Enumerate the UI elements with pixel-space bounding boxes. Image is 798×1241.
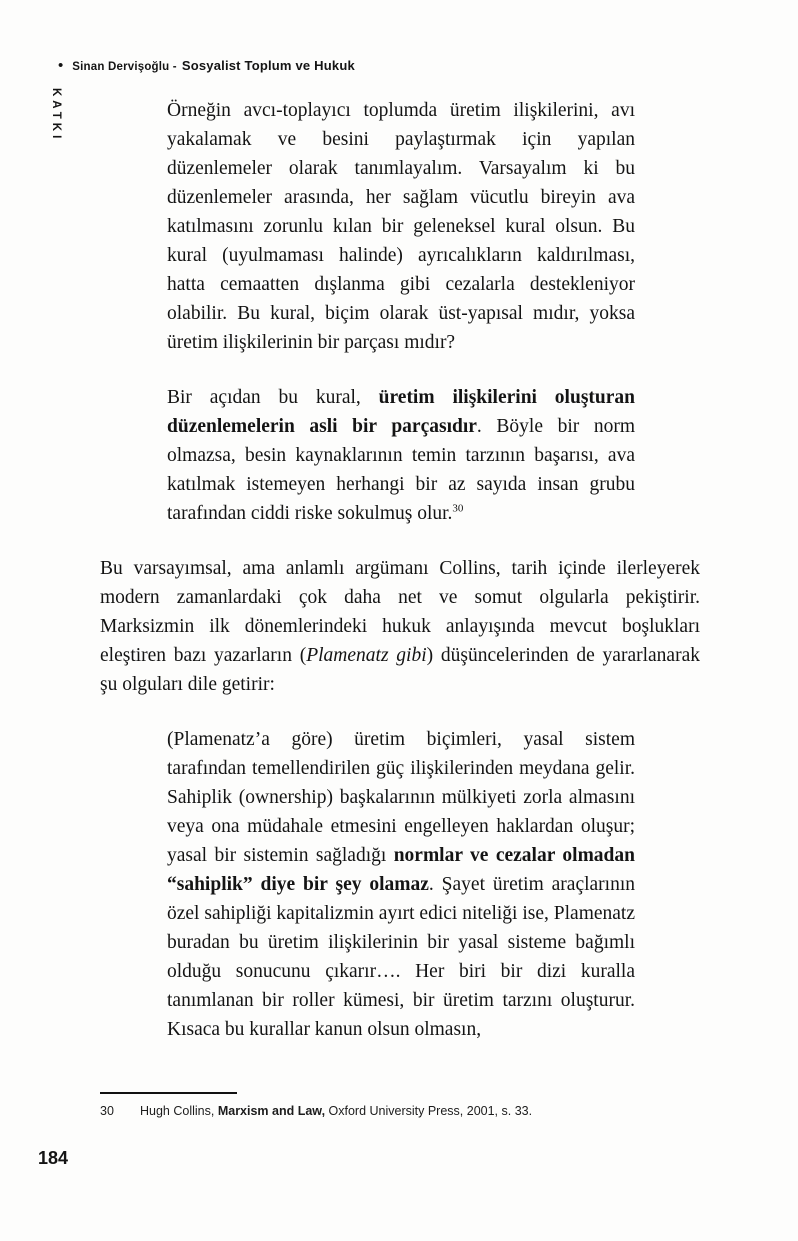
blockquote-2-seg: . Böyle bir norm olmazsa, besin kaynaklarının temin tarzının başarısı, ava katılmak istemeyen herhangi bir az sayıda insan grubu tarafından ciddi riske sokulmuş olur. [167,416,635,524]
footnote-text-seg: Hugh Collins, [140,1104,218,1118]
body-paragraph-1 [100,554,700,699]
footnote-area [100,1092,700,1120]
body-paragraph-1-italic-seg: Plamenatz gibi [306,645,427,666]
blockquote-2 [167,383,635,528]
blockquote-3-bold-seg: normlar ve cezalar olmadan “sahiplik” diye bir şey olamaz [167,845,636,895]
blockquote-2-seg: Bir açıdan bu kural, [167,387,379,408]
footnote-text-seg: Oxford University Press, 2001, s. 33. [325,1104,533,1118]
blockquote-1 [167,96,635,357]
footnote-number: 30 [100,1104,114,1118]
blockquote-3-seg: . Şayet üretim araçlarının özel sahipliği kapitalizmin ayırt edici niteliği ise, Plamenatz buradan bu üretim ilişkilerinin bir yasal sisteme bağımlı olduğu sonucunu çıkarır…. Her biri bir dizi kuralla tanımlanan bir roller kümesi, bir üretim tarzını oluşturur. Kısaca bu kurallar kanun olsun olmasın, [167,874,636,1040]
header-bullet-icon: • [58,57,64,74]
blockquote-1-text: Örneğin avcı-toplayıcı toplumda üretim ilişkilerini, avı yakalamak ve besini paylaştırmak için yapılan düzenlemeler olarak tanımlayalım. Varsayalım ki bu düzenlemeler arasında, her sağlam vücutlu bireyin ava katılmasını zorunlu kılan bir geleneksel kural olsun. Bu kural (uyulmaması halinde) ayrıcalıkların kaldırılması, hatta cemaatten dışlanma gibi cezalarla destekleniyor olabilir. Bu kural, biçim olarak üst-yapısal mıdır, yoksa üretim ilişkilerinin bir parçası mıdır? [167,100,635,353]
section-margin-label: KATKI [50,88,62,143]
footnote-30 [100,1103,700,1120]
body-text-column [100,96,700,1070]
page-number: 184 [38,1148,69,1168]
header-book-title: Sosyalist Toplum ve Hukuk [181,58,355,73]
header-author: Sinan Dervişoğlu - [72,61,177,73]
body-paragraph-1-seg: Bu varsayımsal, ama anlamlı argümanı Collins, tarih içinde ilerleyerek modern zamanlardaki çok daha net ve somut olgularla pekiştirir. Marksizmin ilk dönemlerindeki hukuk anlayışında mevcut boşlukları eleştiren bazı yazarların ( [100,558,700,666]
blockquote-2-bold-seg: üretim ilişkilerini oluşturan düzenlemelerin asli bir parçasıdır [167,387,635,437]
blockquote-3 [167,725,635,1044]
footnote-text-bold-seg: Marxism and Law, [217,1104,326,1118]
body-paragraph-1-seg: ) düşüncelerinden de yararlanarak şu olguları dile getirir: [100,645,700,695]
page-header [58,58,355,73]
blockquote-3-seg: (Plamenatz’a göre) üretim biçimleri, yasal sistem tarafından temellendirilen güç ilişkilerinden meydana gelir. Sahiplik (ownership) başkalarının mülkiyeti zorla almasını veya ona müdahale etmesini engelleyen haklardan oluşur; yasal bir sistemin sağladığı [167,729,635,866]
footnote-divider [100,1092,237,1094]
footnote-reference-30: 30 [452,502,464,515]
